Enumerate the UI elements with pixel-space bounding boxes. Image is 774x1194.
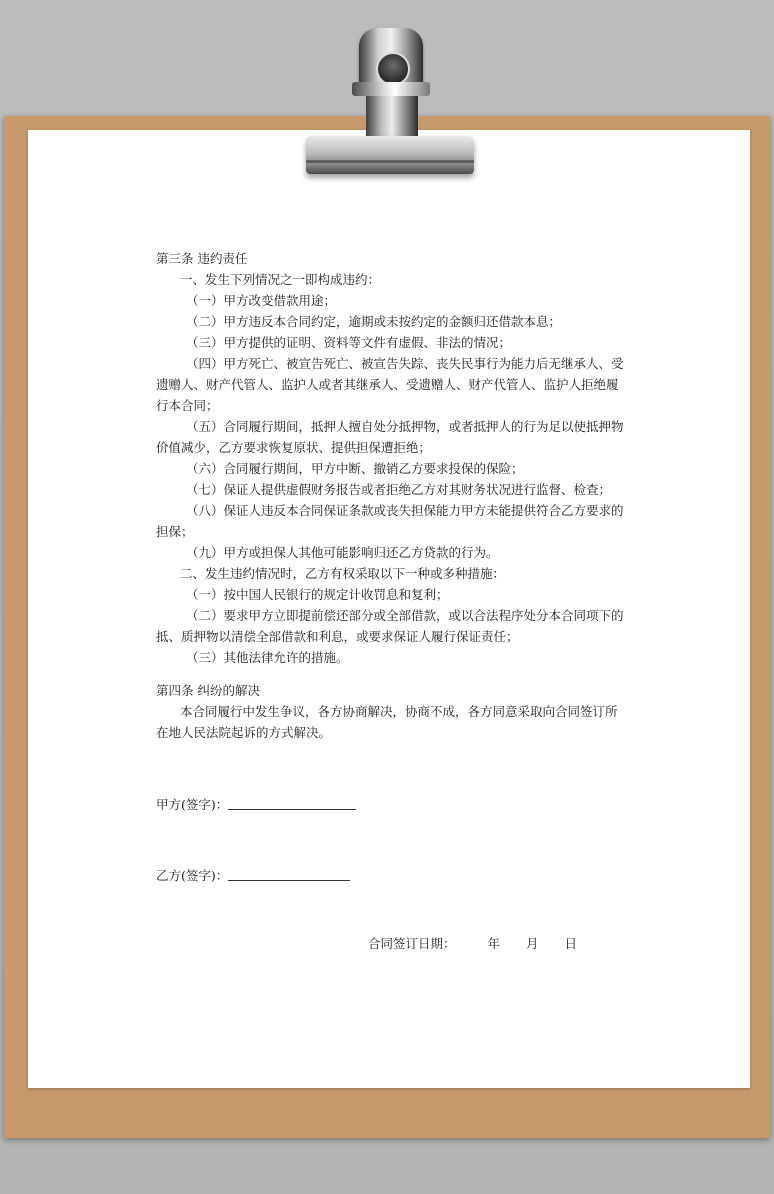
clause1-item-cont: 行本合同； xyxy=(156,398,219,413)
clause2-item-cont: 抵、质押物以清偿全部借款和利息，或要求保证人履行保证责任； xyxy=(156,629,519,644)
date-label: 合同签订日期： xyxy=(368,936,456,951)
signing-date xyxy=(368,938,577,951)
clause2-item: （三）其他法律允许的措施。 xyxy=(186,650,349,665)
article4-body: 本合同履行中发生争议，各方协商解决，协商不成，各方同意采取向合同签订所 xyxy=(180,704,618,719)
article4-body: 在地人民法院起诉的方式解决。 xyxy=(156,725,332,740)
clause1-item-cont: 担保； xyxy=(156,524,194,539)
clause1-item: （七）保证人提供虚假财务报告或者拒绝乙方对其财务状况进行监督、检查； xyxy=(186,482,612,497)
clause1-item: （一）甲方改变借款用途； xyxy=(186,293,337,308)
party-a-signature-line xyxy=(228,797,356,810)
clause1-item: （三）甲方提供的证明、资料等文件有虚假、非法的情况； xyxy=(186,335,512,350)
clause2-item: （二）要求甲方立即提前偿还部分或全部借款，或以合法程序处分本合同项下的 xyxy=(186,608,624,623)
clause1-item: （六）合同履行期间，甲方中断、撤销乙方要求投保的保险； xyxy=(186,461,524,476)
article4-heading: 第四条 纠纷的解决 xyxy=(156,683,260,698)
party-b-signature-line xyxy=(228,868,350,881)
clause1-item: （九）甲方或担保人其他可能影响归还乙方贷款的行为。 xyxy=(186,545,499,560)
article3-heading: 第三条 违约责任 xyxy=(156,251,248,266)
date-year: 年 xyxy=(487,936,500,951)
clause2-item: （一）按中国人民银行的规定计收罚息和复利； xyxy=(186,587,449,602)
party-a-signature xyxy=(156,797,356,812)
party-b-label: 乙方(签字)： xyxy=(156,868,229,883)
clause1-item: （五）合同履行期间，抵押人擅自处分抵押物，或者抵押人的行为足以使抵押物 xyxy=(186,419,624,434)
date-month: 月 xyxy=(525,936,539,951)
party-b-signature xyxy=(156,868,350,883)
clause1-intro: 一、发生下列情况之一即构成违约： xyxy=(180,272,381,287)
party-a-label: 甲方(签字)： xyxy=(156,797,229,812)
clause1-item: （二）甲方违反本合同约定，逾期或未按约定的金额归还借款本息； xyxy=(186,314,562,329)
clause1-item: （八）保证人违反本合同保证条款或丧失担保能力甲方未能提供符合乙方要求的 xyxy=(186,503,624,518)
date-day: 日 xyxy=(564,936,577,951)
clause1-item-cont: 价值减少，乙方要求恢复原状、提供担保遭拒绝； xyxy=(156,440,432,455)
clause2-intro: 二、发生违约情况时，乙方有权采取以下一种或多种措施： xyxy=(180,566,506,581)
clause1-item-cont: 遗赠人、财产代管人、监护人或者其继承人、受遗赠人、财产代管人、监护人拒绝履 xyxy=(156,377,619,392)
clause1-item: （四）甲方死亡、被宣告死亡、被宣告失踪、丧失民事行为能力后无继承人、受 xyxy=(186,356,624,371)
